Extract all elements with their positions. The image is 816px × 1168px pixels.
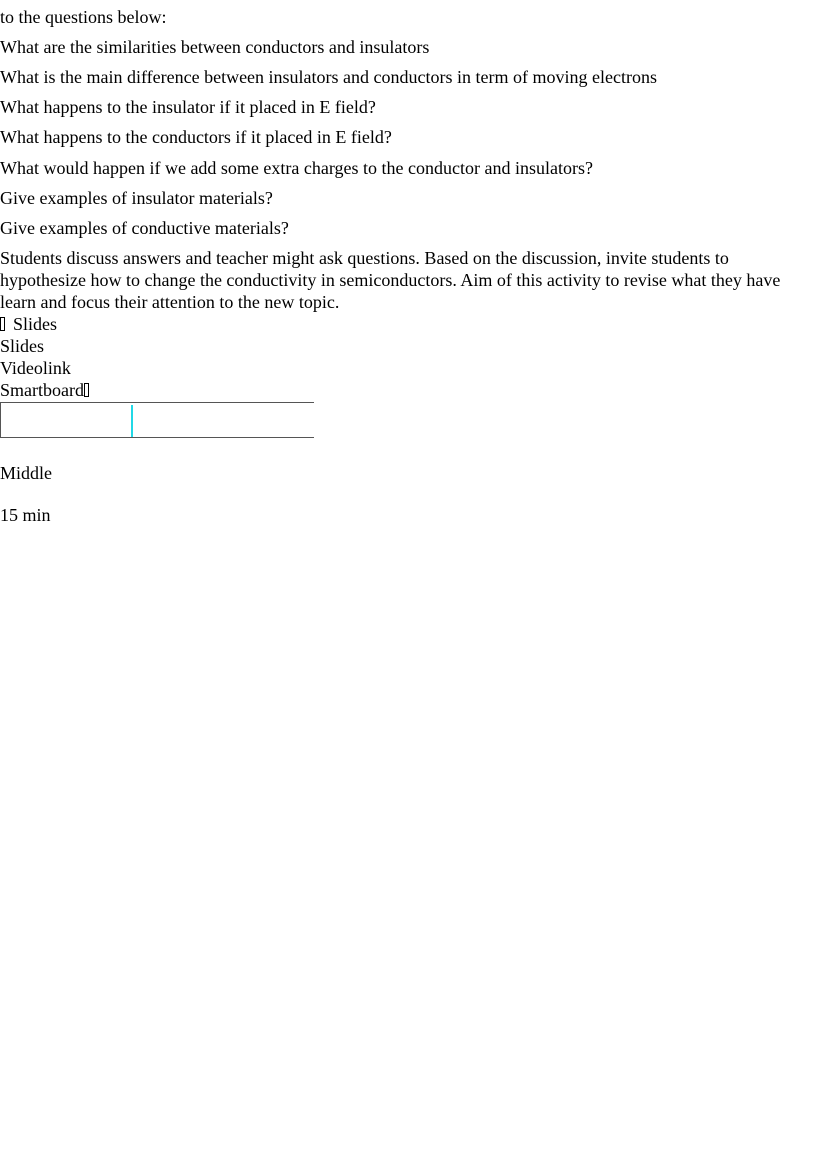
resource-item-slides: Slides bbox=[0, 336, 45, 356]
question-6: Give examples of insulator materials? bbox=[0, 188, 273, 208]
resource-item-smartboard bbox=[0, 379, 89, 401]
question-5: What would happen if we add some extra charges to the conductor and insulators? bbox=[0, 158, 593, 178]
resource-item-slides-bullet bbox=[0, 313, 57, 335]
stage-label: Middle bbox=[0, 463, 52, 483]
question-3: What happens to the insulator if it placed in E field? bbox=[0, 97, 376, 117]
question-1: What are the similarities between conductors and insulators bbox=[0, 37, 430, 57]
resource-label: Smartboard bbox=[0, 380, 84, 400]
resource-item-videolink: Videolink bbox=[0, 358, 71, 378]
duration-label: 15 min bbox=[0, 505, 51, 525]
text-caret bbox=[131, 405, 133, 437]
intro-text: to the questions below: bbox=[0, 7, 167, 27]
discussion-paragraph: Students discuss answers and teacher might ask questions. Based on the discussion, invite students to hypothesize how to change the conductivity in semiconductors. Aim of this activity to revise what they have learn and focus their attention to the new topic. bbox=[0, 248, 781, 312]
missing-glyph-icon bbox=[0, 317, 5, 331]
question-4: What happens to the conductors if it placed in E field? bbox=[0, 127, 392, 147]
question-7: Give examples of conductive materials? bbox=[0, 218, 289, 238]
text-field[interactable] bbox=[0, 402, 314, 438]
missing-glyph-icon bbox=[84, 383, 89, 397]
resource-label: Slides bbox=[13, 314, 58, 334]
question-2: What is the main difference between insulators and conductors in term of moving electrons bbox=[0, 67, 657, 87]
